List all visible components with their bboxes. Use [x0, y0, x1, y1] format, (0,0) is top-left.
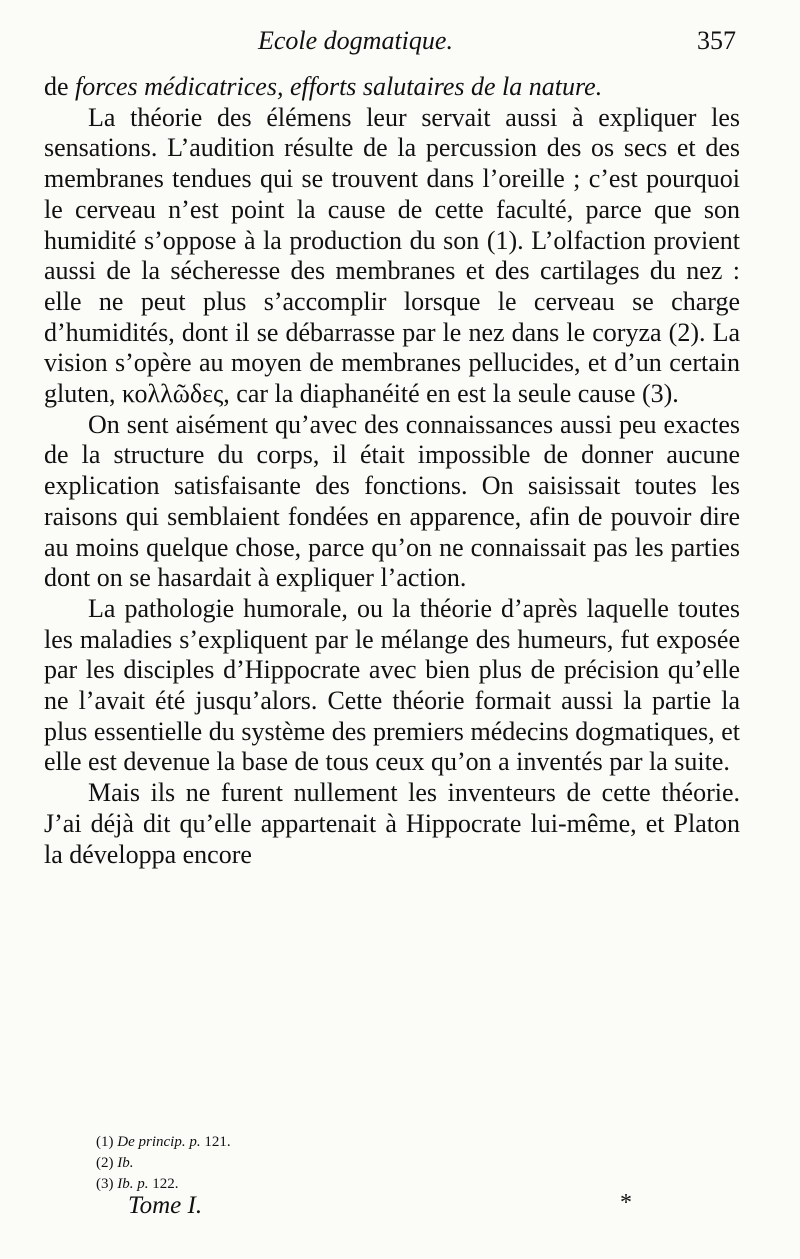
star-mark: * — [620, 1190, 632, 1216]
footnote-page: 121. — [204, 1134, 231, 1150]
paragraph — [44, 778, 740, 870]
paragraph — [44, 594, 740, 778]
text-segment: La théorie des élémens leur servait aussi à expliquer les sensations. L’audition résulte de la percussion des os secs et des membranes tendues qui se trouvent dans l’oreille ; c’est pourquoi le cerveau n’est point la cause de cette faculté, parce que son humidité s’oppose à la production du son (1). L’olfaction provient aussi de la sécheresse des membranes et des cartilages du nez : elle ne peut plus s’accomplir lorsque le cerveau se charge d’humidités, dont il se débarrasse par le nez dans le coryza (2). La vision s’opère au moyen de membranes pellucides, et d’un certain gluten, κολλῶδες, car la diaphanéité en est la seule cause (3). — [44, 102, 740, 409]
paragraph — [44, 72, 740, 103]
text-segment-italic: forces médicatrices, efforts salutaires de la nature. — [75, 72, 603, 101]
footnote-number: (3) — [96, 1176, 114, 1192]
text-segment: On sent aisément qu’avec des connaissances aussi peu exactes de la structure du corps, il était impossible de donner aucune explication satisfaisante des fonctions. On saisissait toutes les raisons qui semblaient fondées en apparence, afin de pouvoir dire au moins quelque chose, parce qu’on ne connaissait pas les parties dont on se hasardait à expliquer l’action. — [44, 409, 740, 593]
signature-mark: Tome I. — [128, 1192, 203, 1219]
paragraph — [44, 103, 740, 410]
running-title: Ecole dogmatique. — [258, 26, 453, 55]
page-number: 357 — [697, 26, 736, 55]
footnote-number: (2) — [96, 1155, 114, 1171]
text-segment: de — [44, 72, 76, 101]
running-header — [258, 26, 736, 56]
footnote-ref: De princip. p. — [117, 1134, 201, 1150]
paragraph — [44, 410, 740, 594]
footnote-number: (1) — [96, 1134, 114, 1150]
footnote — [96, 1153, 231, 1174]
text-segment: La pathologie humorale, ou la théorie d’après laquelle toutes les maladies s’expliquent par le mélange des humeurs, fut exposée par les disciples d’Hippocrate avec bien plus de précision qu’elle ne l’avait été jusqu’alors. Cette théorie formait aussi la partie la plus essentielle du système des premiers médecins dogmatiques, et elle est devenue la base de tous ceux qu’on a inventés par la suite. — [44, 593, 740, 777]
body-text — [44, 72, 740, 870]
text-segment: Mais ils ne furent nullement les inventeurs de cette théorie. J’ai déjà dit qu’elle appartenait à Hippocrate lui-même, et Platon la développa encore — [44, 778, 740, 869]
footnote-page: 122. — [152, 1176, 179, 1192]
footnote-ref: Ib. — [117, 1155, 134, 1171]
footnotes — [96, 1132, 231, 1195]
footnote-ref: Ib. p. — [117, 1176, 149, 1192]
footnote — [96, 1132, 231, 1153]
